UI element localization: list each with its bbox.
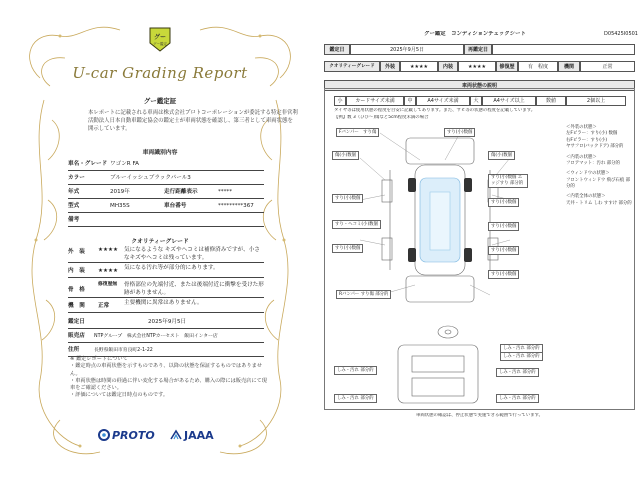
grade-row-engine: 機 関 正常 主要機関に異常はありません。 — [68, 300, 264, 313]
damage-label: すり(小)数個 — [332, 244, 363, 253]
tire-front-left — [408, 178, 416, 192]
certificate-label: グー鑑定証 — [143, 97, 177, 105]
vehicle-diagram — [320, 0, 640, 480]
proto-logo-icon — [98, 429, 110, 441]
damage-label: すり(小)数個 — [488, 270, 519, 279]
brand-proto: PROTO — [112, 429, 155, 442]
vehicle-section-title: 車両識別内容 — [142, 150, 178, 156]
damage-label: すり(小)数個 — [444, 128, 475, 137]
appraisal-date: 2025年9月5日 — [148, 319, 187, 325]
damage-label: しみ・汚れ 部分的 — [500, 344, 543, 353]
jaaa-logo-icon — [170, 429, 182, 441]
vehicle-name-row: 車名・グレード ワゴンR FA — [68, 158, 264, 171]
sheet-interior-stars: ★★★★ — [458, 61, 496, 72]
condition-section-title: 車両状態の説明 — [324, 80, 635, 91]
sheet-appraisal-date: 2025年9月5日 — [350, 44, 464, 55]
report-notes: ※ 鑑定レポートについて ・鑑定時点の車両状態を示すものであり、以降の状態を保証するものではありません。 ・車両状態は時間の経過に伴い変化する場合があるため、購入の際には販売店にて現車をご確認ください。 ・評価については鑑定日時点のものです。 — [70, 356, 267, 399]
damage-label: すり(小)数個 — [488, 222, 519, 231]
grade-stars: ★★★★ — [98, 247, 119, 253]
vehicle-color: ブルーイッシュブラックパール3 — [110, 175, 191, 181]
damage-label: しみ・汚れ 部分的 — [334, 366, 377, 375]
shop-name: NTPグループ 株式会社NTPカーセスト 飯田インター店 — [94, 334, 218, 339]
damage-label: Rバンパー すり傷 部分的 — [336, 290, 391, 299]
grade-row-frame: 骨 格 修復歴無 骨格部位の先端付近、または後端付近に衝撃を受けた形跡がありません。 — [68, 280, 264, 298]
condition-check-sheet: グー鑑定 コンディションチェックシート D05425I0501 鑑定日 2025年9月5日 再鑑定日 クオリティーグレード 外装 ★★★★ 内装 ★★★★ 修復歴 有 程度 機関 正常 車両状態の説明 小 カードサイズ未満 中 A4サイズ未満 大 A4サイズ以上 数値 2個以上 タイヤ等は使用状態の程度を目安に記載してあります。また、サビ等の状態の程度を記載しています。 【例】数 3（ひび〜)傷など5cm程度未満の場合 Fバンパー すり傷 すり(小)数個 傷(小)数個 傷(小)数個 すり(小)数個 エッジすり 部分的 すり(小)数個 すり・ヘコミ(小)数個 すり(小)数個 すり(小)数個 すり(小)数個 すり(小)数個 すり(小)数個 Rバンパー すり傷 部分的 しみ・汚れ 部分的 しみ・汚れ 部分的 しみ・汚れ 部分的 しみ・汚れ 部分的 しみ・汚れ 部分的 しみ・汚れ 部分的 ＜外装の状態＞ 左Fピラー：すり(小) 数個 右Fピラー：すり(小) ヤサフロ(バックドア) 部分的 ＜内装の状態＞ フロアマット：汚れ 部分的 ＜ウィンドウの状態＞ フロントウィンドウ 飛び石痕 部分的 ＜内装全体の状態＞ 天井・トリム しわ すすけ 部分的 車両状態の確認は、停止状態で実施できる範囲で行っています。 — [320, 0, 640, 480]
tire-rear-right — [464, 248, 472, 262]
shop-address: 長野県飯田市育良町2-1-22 — [94, 348, 153, 353]
damage-label: しみ・汚れ 部分的 — [500, 352, 543, 361]
address-row: 住所 長野県飯田市育良町2-1-22 — [68, 344, 264, 357]
damage-label: すり(小)数個 — [488, 246, 519, 255]
sheet-degree: 2個以上 — [566, 96, 626, 106]
sheet-engine: 正常 — [580, 61, 635, 72]
grade-engine: 正常 — [98, 303, 110, 309]
damage-label: しみ・汚れ 部分的 — [334, 394, 377, 403]
damage-label: すり(小)数個 — [332, 194, 363, 203]
condition-legend: ＜外装の状態＞ 左Fピラー：すり(小) 数個 右Fピラー：すり(小) ヤサフロ(バックドア) 部分的 ＜内装の状態＞ フロアマット：汚れ 部分的 ＜ウィンドウの状態＞ フロントウィンドウ 飛び石痕 部分的 ＜内装全体の状態＞ 天井・トリム しわ すすけ 部分的 — [566, 125, 632, 206]
damage-label: すり(小)数個 エッジすり 部分的 — [488, 174, 528, 188]
vehicle-chassis: *********367 — [218, 203, 254, 209]
intro-text: 本レポートに記載される車両は株式会社プロトコーポレーションが委託する特定非営利活動法人日本自動車鑑定協会の鑑定士が車両状態を確認し、第三者として車両状態を開示しています。 — [88, 110, 298, 132]
grade-stars: ★★★★ — [98, 268, 119, 274]
sheet-exterior-stars: ★★★★ — [400, 61, 438, 72]
vehicle-year-row: 年式 2019年 走行距離表示 ***** — [68, 186, 264, 199]
sheet-doc-id: D05425I0501 — [604, 31, 638, 37]
sheet-title: グー鑑定 コンディションチェックシート — [424, 31, 526, 37]
appraisal-date-row: 鑑定日 2025年9月5日 — [68, 316, 264, 329]
shop-row: 販売店 NTPグループ 株式会社NTPカーセスト 飯田インター店 — [68, 330, 264, 343]
vehicle-mileage: ***** — [218, 189, 232, 195]
damage-label: しみ・汚れ 部分的 — [496, 394, 539, 403]
report-title: U-car Grading Report — [72, 64, 248, 82]
vehicle-model: MH35S — [110, 203, 130, 209]
vehicle-name: ワゴンR FA — [110, 161, 139, 167]
tire-rear-left — [408, 248, 416, 262]
vehicle-remarks-row: 備考 — [68, 214, 264, 227]
svg-text:グー: グー — [153, 34, 167, 41]
grade-row-interior: 内 装 ★★★★ 気になる汚れ等が部分的にあります。 — [68, 265, 264, 278]
damage-label: すり・ヘコミ(小)数個 — [332, 220, 381, 229]
brand-jaaa: JAAA — [184, 429, 214, 442]
damage-label: すり(小)数個 — [488, 198, 519, 207]
damage-label: Fバンパー すり傷 — [336, 128, 379, 137]
badge-text: グー鑑定 — [153, 42, 167, 46]
quality-section-title: クオリティーグレード — [131, 239, 189, 245]
tire-front-right — [464, 178, 472, 192]
grade-row-exterior: 外 装 ★★★★ 気になるような キズやヘコミは補修済みですが、小さなキズやヘコミは残っています。 — [68, 247, 264, 263]
damage-label: しみ・汚れ 部分的 — [496, 368, 539, 377]
sheet-footer: 車両状態の確認は、停止状態で実施できる範囲で行っています。 — [416, 413, 543, 418]
vehicle-model-row: 型式 MH35S 車台番号 *********367 — [68, 200, 264, 213]
sheet-repair: 有 程度 — [518, 61, 558, 72]
vehicle-year: 2019年 — [110, 189, 130, 195]
vehicle-color-row: カラー ブルーイッシュブラックパール3 — [68, 172, 264, 185]
damage-label: 傷(小)数個 — [332, 151, 359, 160]
grade-repair: 修復歴無 — [98, 282, 118, 287]
damage-label: 傷(小)数個 — [488, 151, 515, 160]
goo-kantei-badge-icon — [148, 26, 172, 52]
